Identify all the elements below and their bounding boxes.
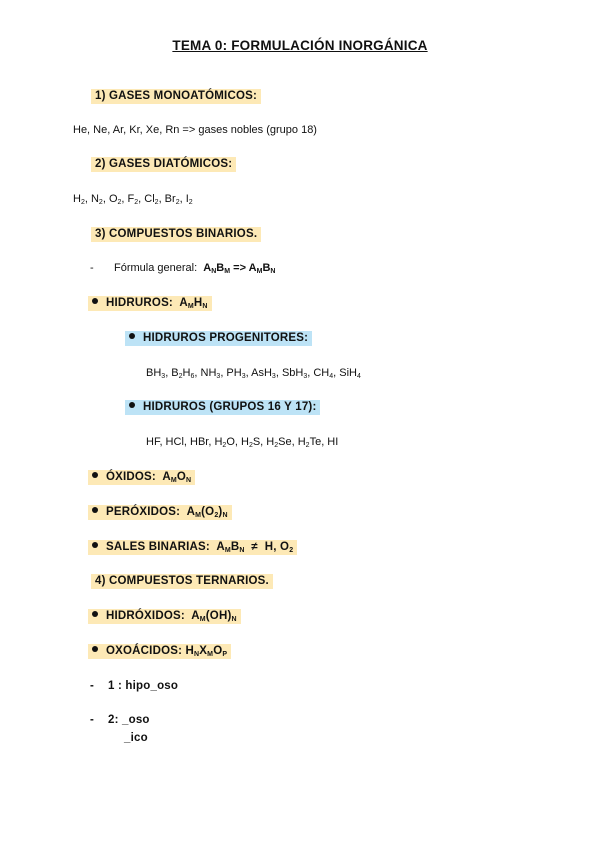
item-sales-binarias: SALES BINARIAS: $A_MB_N \ne H$, $O_2$ <box>92 541 297 553</box>
bullet-dot <box>129 333 135 339</box>
peroxidos-label: PERÓXIDOS: <box>106 506 181 518</box>
rule-ico: _ico <box>124 732 148 744</box>
gases-nobles-text: He, Ne, Ar, Kr, Xe, Rn => gases nobles (grupo 18) <box>73 124 317 136</box>
rule-hipo-oso: - 1 : hipo_oso <box>90 680 179 692</box>
bullet-dot <box>129 402 135 408</box>
item-hidruros-grupos <box>129 401 320 413</box>
section-heading-compuestos-ternarios: 4) COMPUESTOS TERNARIOS. <box>95 575 273 587</box>
rule-oso: - 2: _oso <box>90 714 150 726</box>
formula-general-line <box>90 262 275 274</box>
dash-bullet: - <box>90 714 95 726</box>
item-peroxidos: PERÓXIDOS: $A_M(O_2)_N$ <box>92 506 232 518</box>
progenitores-label: HIDRUROS PROGENITORES: <box>143 332 309 344</box>
formula-general-expression: $A_NB_M => A_MB_N$ <box>203 262 276 275</box>
item-hidruros: HIDRUROS: $A_MH_N$ <box>92 297 212 309</box>
hidruros-label: HIDRUROS: <box>106 297 173 309</box>
grupos-list: HF, HCl, HBr, $H_2O$, $H_2S$, $H_2Se$, $H_2Te$, HI <box>146 436 339 449</box>
item-oxoacidos: OXOÁCIDOS: $H_NX_MO_P$ <box>92 645 231 657</box>
bullet-dot <box>92 611 98 617</box>
section-heading-compuestos-binarios: 3) COMPUESTOS BINARIOS. <box>95 228 261 240</box>
item-oxidos: ÓXIDOS: $A_MO_N$ <box>92 471 195 483</box>
item-hidruros-progenitores <box>129 332 312 344</box>
bullet-dot <box>92 542 98 548</box>
item-hidroxidos: HIDRÓXIDOS: $A_M(OH)_N$ <box>92 610 241 622</box>
section-heading-gases-diatomicos: 2) GASES DIATÓMICOS: <box>95 158 236 170</box>
dash-bullet: - <box>90 262 94 274</box>
hidroxidos-label: HIDRÓXIDOS: <box>106 610 185 622</box>
oxoacidos-label: OXOÁCIDOS: <box>106 645 183 657</box>
oxidos-label: ÓXIDOS: <box>106 471 156 483</box>
diatomic-gases-list: $H_2$, $N_2$, $O_2$, $F_2$, $Cl_2$, $Br_2$, $I_2$ <box>73 193 193 206</box>
grupos-label: HIDRUROS (GRUPOS 16 Y 17): <box>143 401 317 413</box>
section-heading-gases-monoatomicos: 1) GASES MONOATÓMICOS: <box>95 90 261 102</box>
formula-general-label: Fórmula general: <box>114 262 198 274</box>
page-title: TEMA 0: FORMULACIÓN INORGÁNICA <box>172 38 428 53</box>
bullet-dot <box>92 646 98 652</box>
dash-bullet: - <box>90 680 95 692</box>
bullet-dot <box>92 298 98 304</box>
bullet-dot <box>92 507 98 513</box>
sales-label: SALES BINARIAS: <box>106 541 210 553</box>
bullet-dot <box>92 472 98 478</box>
progenitores-list: $BH_3$, $B_2H_6$, $NH_3$, $PH_3$, AsH$_3$, SbH$_3$, $CH_4$, SiH$_4$ <box>146 367 361 380</box>
